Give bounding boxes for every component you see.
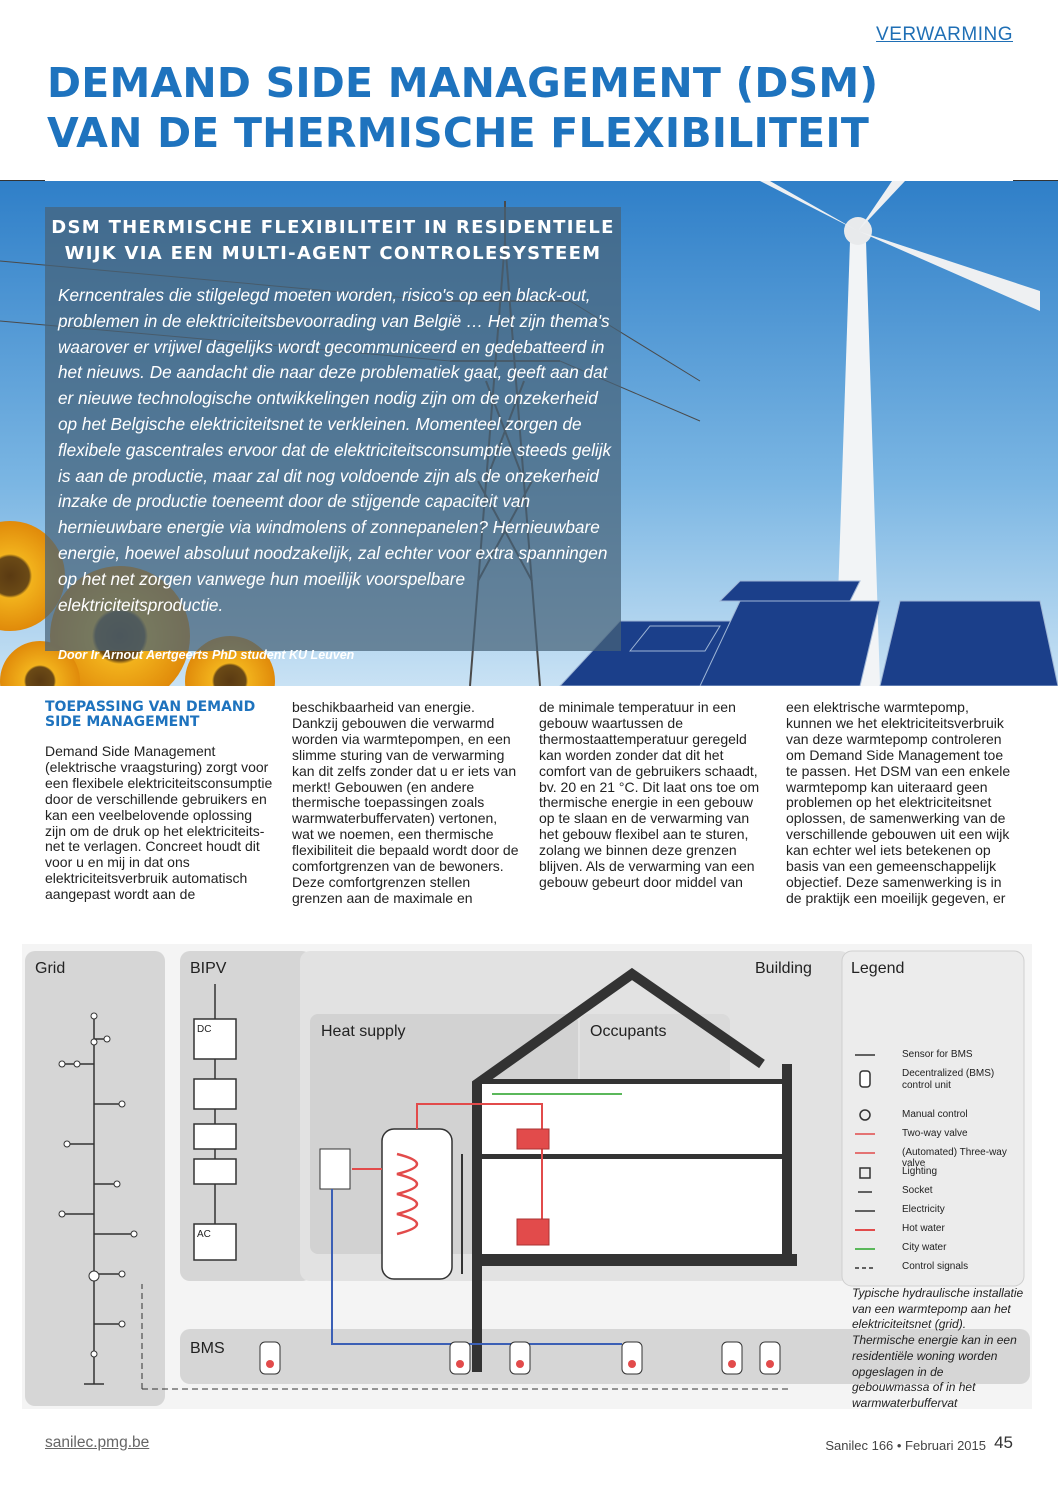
- floor-slab: [477, 1254, 797, 1266]
- body-column-4: [786, 700, 1014, 907]
- ac-label: AC: [197, 1229, 211, 1240]
- body-column-2: [292, 700, 520, 907]
- column-text-4: een elektrische warmtepomp, kunnen we het elektriciteitsverbruik van deze warmtepomp controleren om Demand Side Management toe te passen. Het DSM van een enkele warmtepomp kan uiteraard geen problemen op het elektriciteitsnet oplossen, de samenwerking van de verschillende gebouwen uit een wijk kan echter wel iets betekenen op basis van een gemeenschappelijk objectief. Deze samenwerking is in de praktijk een moeilijk gegeven, er: [786, 699, 1011, 906]
- byline: Door Ir Arnout Aertgeerts PhD student KU Leuven: [58, 648, 355, 662]
- heat-supply-label: Heat supply: [321, 1023, 406, 1040]
- figure-caption: Typische hydraulische installatie van een warmtepomp aan het elektriciteitsnet (grid). Thermische energie kan in een residentiële woning worden opgeslagen in de gebouwmassa of in het warmwaterbuffervat: [852, 1286, 1024, 1410]
- title-line-1: DEMAND SIDE MANAGEMENT (DSM): [47, 59, 879, 107]
- occupants-label: Occupants: [590, 1023, 667, 1040]
- footer-site-link[interactable]: sanilec.pmg.be: [45, 1434, 150, 1451]
- buffer-tank: [382, 1129, 452, 1279]
- legend-control-unit: Decentralized (BMS) control unit: [902, 1068, 995, 1091]
- column-heading: TOEPASSING VAN DEMAND SIDE MANAGEMENT: [45, 699, 256, 730]
- legend-two-way-valve: Two-way valve: [902, 1128, 968, 1139]
- section-tag: VERWARMING: [876, 24, 1013, 45]
- intro-text: Kerncentrales die stilgelegd moeten worden, risico's op een black-out, problemen in de elektriciteitsbevoorrading van België … Het zijn thema's waarover er vrijwel dagelijks wordt gecommuniceerd en gedebatteerd in het nieuws. De aandacht die naar deze problematiek gaat, geeft aan dat er nieuwe technologische ontwikkelingen nodig zijn om de onzekerheid op het Belgische elektriciteitsnet te verkleinen. Momenteel zorgen de flexibele gascentrales ervoor dat de elektriciteitsconsumptie steeds gelijk is aan de productie, maar zal dit nog voldoende zijn als de onzekerheid inzake de productie toeneemt door de stijgende capaciteit van hernieuwbare energie via windmolens of zonnepanelen? Hernieuwbare energie, hoewel absoluut noodzakelijk, zal echter voor extra spanningen op het net zorgen vanwege hun moeilijk voorspelbare elektriciteitsproductie.: [58, 285, 612, 615]
- legend-manual-control: Manual control: [902, 1109, 968, 1120]
- legend-city-water: City water: [902, 1242, 947, 1253]
- footer-issue: Sanilec 166 • Februari 2015: [825, 1438, 986, 1453]
- legend-sensor: Sensor for BMS: [902, 1049, 973, 1060]
- bms-label: BMS: [190, 1340, 225, 1357]
- body-column-3: [539, 700, 767, 891]
- dc-label: DC: [197, 1024, 212, 1035]
- column-text-2: beschikbaarheid van energie. Dankzij gebouwen die verwarmd worden via warmtepompen, en een slimme sturing van de verwarming kan dit zelfs zonder dat u er iets van merkt! Gebouwen (en andere thermische toepassingen zoals warmwaterbuffervaten) vertonen, wat we noemen, een thermische flexibiliteit die bepaald wordt door de comfortgrenzen van de bewoners. Deze comfortgrenzen stellen grenzen aan de maximale en: [292, 699, 519, 906]
- column-text-1: Demand Side Management (elektrische vraagsturing) zorgt voor een flexibele elektriciteitsconsumptie door de verschillende gebruikers en kan een veelbelovende oplossing zijn om de druk op het elektriciteits-net te verlagen. Concreet houdt dit voor u en mij in dat ons elektriciteitsverbruik automatisch aangepast wordt aan de: [45, 743, 273, 903]
- legend-lighting: Lighting: [902, 1166, 938, 1177]
- page-number: 45: [994, 1433, 1013, 1452]
- legend-hot-water: Hot water: [902, 1223, 945, 1234]
- page-title: [47, 58, 1027, 158]
- bipv-label: BIPV: [190, 960, 227, 977]
- legend-electricity: Electricity: [902, 1204, 945, 1215]
- grid-label: Grid: [35, 960, 66, 977]
- intro-heading: DSM THERMISCHE FLEXIBILITEIT IN RESIDENTIELE WIJK VIA EEN MULTI-AGENT CONTROLESYSTEEM: [51, 217, 615, 264]
- body-column-1: [45, 700, 273, 903]
- legend-socket: Socket: [902, 1185, 933, 1196]
- building-label: Building: [755, 960, 812, 977]
- legend-control-signals: Control signals: [902, 1261, 969, 1272]
- legend-label: Legend: [851, 960, 905, 977]
- heat-pump-unit: [320, 1149, 350, 1189]
- column-text-3: de minimale temperatuur in een gebouw waartussen de thermostaattemperatuur geregeld kan worden zonder dat dit het comfort van de gebruikers schaadt, bv. 20 en 21 °C. Dit laat ons toe om thermische energie in een gebouw op te slaan en de verwarming van het gebouw flexibel aan te sturen, zolang we binnen deze grenzen blijven. Als de verwarming van een gebouw gebeurt door middel van: [539, 699, 760, 890]
- title-line-2: VAN DE THERMISCHE FLEXIBILITEIT: [47, 109, 869, 157]
- legend-three-way-valve: (Automated) Three-way valve: [902, 1147, 1007, 1169]
